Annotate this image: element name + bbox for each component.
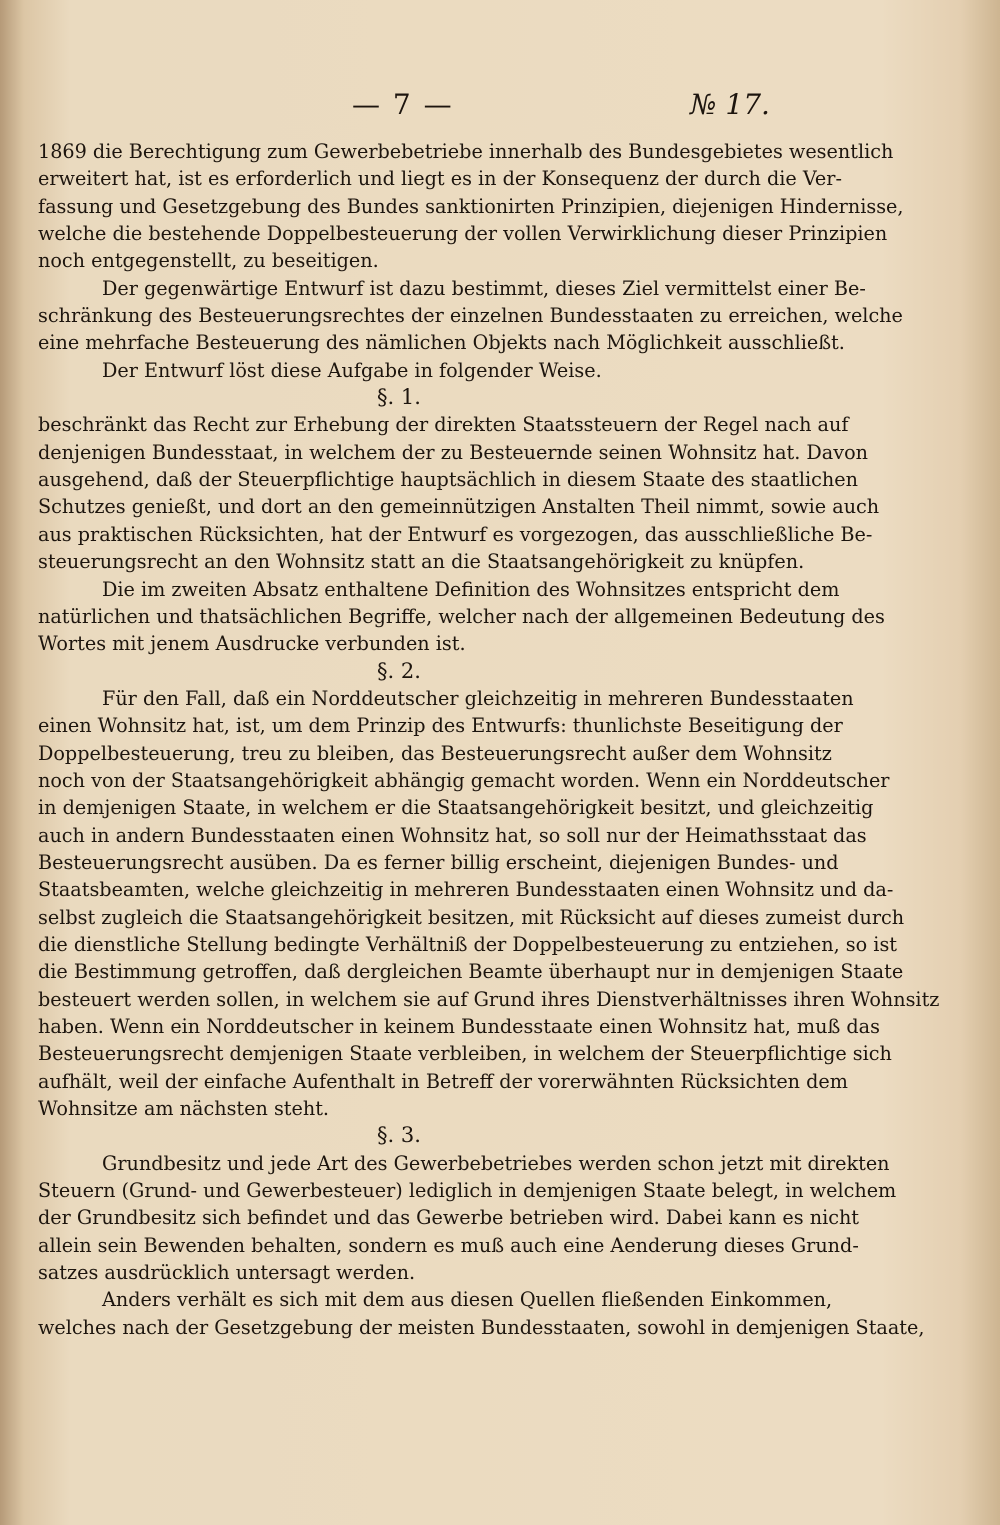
text-line: satzes ausdrücklich untersagt werden. [38, 1261, 416, 1285]
text-line: natürlichen und thatsächlichen Begriffe, welcher nach der allgemeinen Bedeutung des [38, 604, 885, 628]
text-line: Besteuerungsrecht demjenigen Staate verbleiben, in welchem der Steuerpflichtige sich [38, 1042, 892, 1066]
text-line: erweitert hat, ist es erforderlich und liegt es in der Konsequenz der durch die Ver- [38, 167, 842, 191]
text-line: Die im zweiten Absatz enthaltene Definition des Wohnsitzes entspricht dem [102, 577, 840, 601]
text-line: ausgehend, daß der Steuerpflichtige hauptsächlich in diesem Staate des staatlichen [38, 468, 858, 492]
text-line: Für den Fall, daß ein Norddeutscher gleichzeitig in mehreren Bundesstaaten [102, 686, 854, 710]
text-line: Wortes mit jenem Ausdrucke verbunden ist. [38, 632, 466, 656]
text-line: 1869 die Berechtigung zum Gewerbebetriebe innerhalb des Bundesgebietes wesentlich [38, 140, 894, 163]
body-text [38, 138, 940, 1341]
section-heading: §. 1. [377, 385, 421, 410]
text-line: schränkung des Besteuerungsrechtes der einzelnen Bundesstaaten zu erreichen, welche [38, 304, 903, 328]
text-line: selbst zugleich die Staatsangehörigkeit besitzen, mit Rücksicht auf dieses zumeist durch [38, 905, 905, 929]
text-line: die dienstliche Stellung bedingte Verhältniß der Doppelbesteuerung zu entziehen, so ist [38, 932, 897, 956]
section-heading: §. 2. [377, 658, 421, 683]
text-line: Staatsbeamten, welche gleichzeitig in mehreren Bundesstaaten einen Wohnsitz und da- [38, 878, 894, 902]
text-line: fassung und Gesetzgebung des Bundes sanktionirten Prinzipien, diejenigen Hindernisse, [38, 194, 904, 218]
text-line: eine mehrfache Besteuerung des nämlichen Objekts nach Möglichkeit ausschließt. [38, 331, 845, 355]
text-line: Grundbesitz und jede Art des Gewerbebetriebes werden schon jetzt mit direkten [102, 1151, 890, 1175]
text-line: aufhält, weil der einfache Aufenthalt in Betreff der vorerwähnten Rücksichten dem [38, 1069, 848, 1093]
text-line: noch entgegenstellt, zu beseitigen. [38, 249, 379, 273]
text-line: welches nach der Gesetzgebung der meisten Bundesstaaten, sowohl in demjenigen Staate, [38, 1315, 925, 1339]
text-line: Wohnsitze am nächsten steht. [38, 1097, 330, 1121]
text-line: steuerungsrecht an den Wohnsitz statt an die Staatsangehörigkeit zu knüpfen. [38, 550, 805, 574]
text-line: allein sein Bewenden behalten, sondern es muß auch eine Aenderung dieses Grund- [38, 1233, 859, 1257]
page-number: — 7 — [352, 88, 454, 121]
text-line: Der Entwurf löst diese Aufgabe in folgender Weise. [102, 358, 602, 382]
page-header [0, 88, 1000, 128]
text-line: in demjenigen Staate, in welchem er die Staatsangehörigkeit besitzt, und gleichzeitig [38, 796, 874, 820]
text-line: beschränkt das Recht zur Erhebung der direkten Staatssteuern der Regel nach auf [38, 413, 849, 437]
text-line: denjenigen Bundesstaat, in welchem der zu Besteuernde seinen Wohnsitz hat. Davon [38, 440, 868, 464]
text-line: Steuern (Grund- und Gewerbesteuer) lediglich in demjenigen Staate belegt, in welchem [38, 1179, 897, 1203]
text-line: einen Wohnsitz hat, ist, um dem Prinzip des Entwurfs: thunlichste Beseitigung der [38, 714, 843, 738]
text-line: Doppelbesteuerung, treu zu bleiben, das Besteuerungsrecht außer dem Wohnsitz [38, 741, 832, 765]
text-line: Der gegenwärtige Entwurf ist dazu bestimmt, dieses Ziel vermittelst einer Be- [102, 276, 866, 300]
text-line: aus praktischen Rücksichten, hat der Entwurf es vorgezogen, das ausschließliche Be- [38, 522, 873, 546]
text-line: noch von der Staatsangehörigkeit abhängig gemacht worden. Wenn ein Norddeutscher [38, 768, 890, 792]
text-line: besteuert werden sollen, in welchem sie auf Grund ihres Dienstverhältnisses ihren Wohnsitz [38, 987, 940, 1011]
text-line: haben. Wenn ein Norddeutscher in keinem Bundesstaate einen Wohnsitz hat, muß das [38, 1015, 880, 1038]
text-line: Anders verhält es sich mit dem aus diesen Quellen fließenden Einkommen, [102, 1288, 833, 1312]
section-heading: §. 3. [377, 1123, 421, 1148]
document-number: № 17. [690, 88, 770, 121]
text-line: die Bestimmung getroffen, daß dergleichen Beamte überhaupt nur in demjenigen Staate [38, 960, 904, 984]
text-line: auch in andern Bundesstaaten einen Wohnsitz hat, so soll nur der Heimathsstaat das [38, 823, 867, 847]
text-line: der Grundbesitz sich befindet und das Gewerbe betrieben wird. Dabei kann es nicht [38, 1206, 860, 1230]
text-line: Schutzes genießt, und dort an den gemeinnützigen Anstalten Theil nimmt, sowie auch [38, 495, 880, 519]
text-line: welche die bestehende Doppelbesteuerung der vollen Verwirklichung dieser Prinzipien [38, 222, 888, 246]
text-line: Besteuerungsrecht ausüben. Da es ferner billig erscheint, diejenigen Bundes- und [38, 850, 839, 874]
